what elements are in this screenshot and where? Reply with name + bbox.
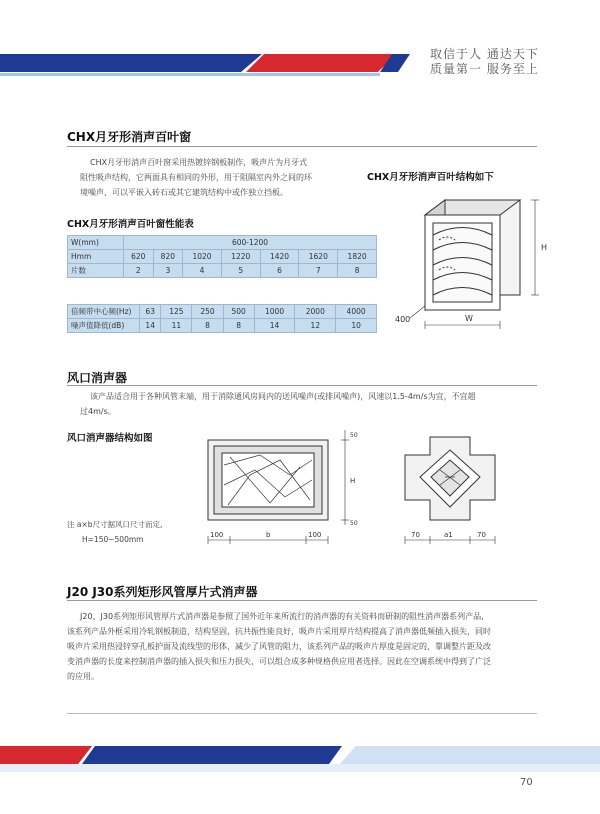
- header-stripe-light: [0, 73, 380, 76]
- table-cell: 11: [161, 319, 192, 333]
- table-cell: 125: [161, 305, 192, 319]
- table-row: [68, 305, 377, 319]
- dim2-label-right: 70: [477, 531, 486, 539]
- dim-label-top: 50: [350, 432, 358, 439]
- table-cell: 820: [153, 250, 183, 264]
- section3-paragraph: [67, 609, 547, 684]
- dim2-label-left: 70: [411, 531, 420, 539]
- section3-bottom-rule: [67, 713, 537, 714]
- table-cell: 1220: [221, 250, 260, 264]
- section3-line: J20、J30系列矩形风管厚片式消声器是参照了国外近年来所流行的消声器的有关资料而研制的阻性消声器系列产品,: [80, 612, 484, 621]
- section2-diagram-title: 风口消声器结构如图: [67, 433, 153, 444]
- table-cell: 6: [260, 264, 299, 278]
- section3-line: 该系列产品外框采用冷轧钢板制造，结构坚固，抗共振性能良好，吸声片采用厚片结构提高了消声器低频插入损失，同时: [67, 627, 491, 636]
- performance-table-2: [67, 304, 377, 333]
- diagram-label-h: H: [541, 243, 548, 252]
- slogan-line-2: 质量第一 服务至上: [430, 62, 539, 76]
- table-cell: 4: [183, 264, 222, 278]
- diagram-label-depth: 400: [395, 315, 411, 324]
- section3-line: 的应用。: [67, 672, 99, 681]
- table-cell: 250: [192, 305, 223, 319]
- table-cell: 12: [295, 319, 336, 333]
- section3-title: J20 J30系列矩形风管厚片式消声器: [67, 585, 258, 599]
- section2-note: [67, 517, 162, 547]
- dim-label-mid: b: [266, 531, 271, 539]
- table-cell: 片数: [68, 264, 124, 278]
- page-number: 70: [520, 777, 533, 788]
- dim-label-right: 100: [308, 531, 322, 539]
- table-cell: 1020: [183, 250, 222, 264]
- table-cell: 1000: [254, 305, 295, 319]
- header-stripe-red: [246, 54, 396, 72]
- table-cell: W(mm): [68, 236, 124, 250]
- vent-silencer-front-diagram: [395, 425, 510, 547]
- footer-stripe-lightblue: [340, 746, 600, 764]
- table-row: [68, 250, 377, 264]
- table-cell: 噪声值降低(dB): [68, 319, 140, 333]
- diagram-label-w: W: [465, 314, 473, 323]
- section1-title: CHX月牙形消声百叶窗: [67, 130, 192, 144]
- section1-rule: [67, 146, 537, 147]
- footer-stripe-light: [0, 764, 600, 772]
- table-row: [68, 264, 377, 278]
- table-cell: 1620: [299, 250, 338, 264]
- table-cell: 倍频带中心频(Hz): [68, 305, 140, 319]
- table-cell: 620: [124, 250, 154, 264]
- table-cell: 1420: [260, 250, 299, 264]
- performance-table-1: [67, 235, 377, 278]
- table-cell: Hmm: [68, 250, 124, 264]
- section3-rule: [67, 600, 537, 601]
- dim-label-h: H: [350, 477, 356, 485]
- section3-line: 吸声片采用热浸锌穿孔板护面及流线型的形体，减少了风管的阻力，该系列产品的吸声片厚度是固定的，靠调整片距及改: [67, 642, 491, 651]
- table-cell: 14: [254, 319, 295, 333]
- dim-label-bottom: 50: [350, 520, 358, 527]
- note-line-2: H=150~500mm: [82, 535, 144, 544]
- section1-table-title: CHX月牙形消声百叶窗性能表: [67, 219, 194, 230]
- table-cell: 1820: [338, 250, 377, 264]
- section2-paragraph: [80, 389, 550, 419]
- table-cell: 600-1200: [124, 236, 377, 250]
- table-cell: 8: [338, 264, 377, 278]
- header-stripe-blue: [0, 54, 262, 72]
- table-cell: 2: [124, 264, 154, 278]
- table-cell: 500: [223, 305, 254, 319]
- footer-stripe-blue: [82, 746, 342, 764]
- slogan-line-1: 取信于人 通达天下: [430, 47, 539, 61]
- louver-structure-diagram: [395, 190, 560, 345]
- section1-line: 境噪声，可以平嵌入砖石或其它建筑结构中或作独立挡板。: [80, 188, 288, 197]
- dim2-label-mid: a1: [444, 531, 453, 539]
- section1-line: CHX月牙形消声百叶窗采用热镀锌钢板制作，吸声片为月牙式: [90, 158, 308, 167]
- section2-line: 该产品适合用于各种风管末端，用于消除通风房间内的送风噪声(或排风噪声)，风速以1.5-4m/s为宜，不宜超: [90, 392, 476, 401]
- vent-silencer-section-diagram: [200, 425, 365, 547]
- section2-line: 过4m/s。: [80, 407, 116, 416]
- slogan: [430, 47, 539, 77]
- section3-line: 变消声器的长度来控制消声器的插入损失和压力损失，可以组合成多种规格供应用者选择。因此在空调系统中得到了广泛: [67, 657, 491, 666]
- table-row: [68, 236, 377, 250]
- section2-title: 风口消声器: [67, 371, 128, 385]
- table-cell: 10: [336, 319, 377, 333]
- table-cell: 63: [140, 305, 161, 319]
- table-cell: 8: [223, 319, 254, 333]
- note-line-1: 注 a×b尺寸据风口尺寸而定,: [67, 520, 163, 529]
- section1-line: 阻性吸声结构，它两面具有相同的外形，用于阻隔室内外之间的环: [80, 173, 312, 182]
- section1-paragraph: [80, 155, 370, 200]
- table-cell: 3: [153, 264, 183, 278]
- footer-stripe-red: [0, 746, 92, 764]
- table-cell: 2000: [295, 305, 336, 319]
- section1-diagram-title: CHX月牙形消声百叶结构如下: [367, 172, 494, 183]
- table-row: [68, 319, 377, 333]
- dim-label-left: 100: [210, 531, 224, 539]
- table-cell: 4000: [336, 305, 377, 319]
- table-cell: 8: [192, 319, 223, 333]
- section2-rule: [67, 385, 537, 386]
- table-cell: 14: [140, 319, 161, 333]
- table-cell: 5: [221, 264, 260, 278]
- table-cell: 7: [299, 264, 338, 278]
